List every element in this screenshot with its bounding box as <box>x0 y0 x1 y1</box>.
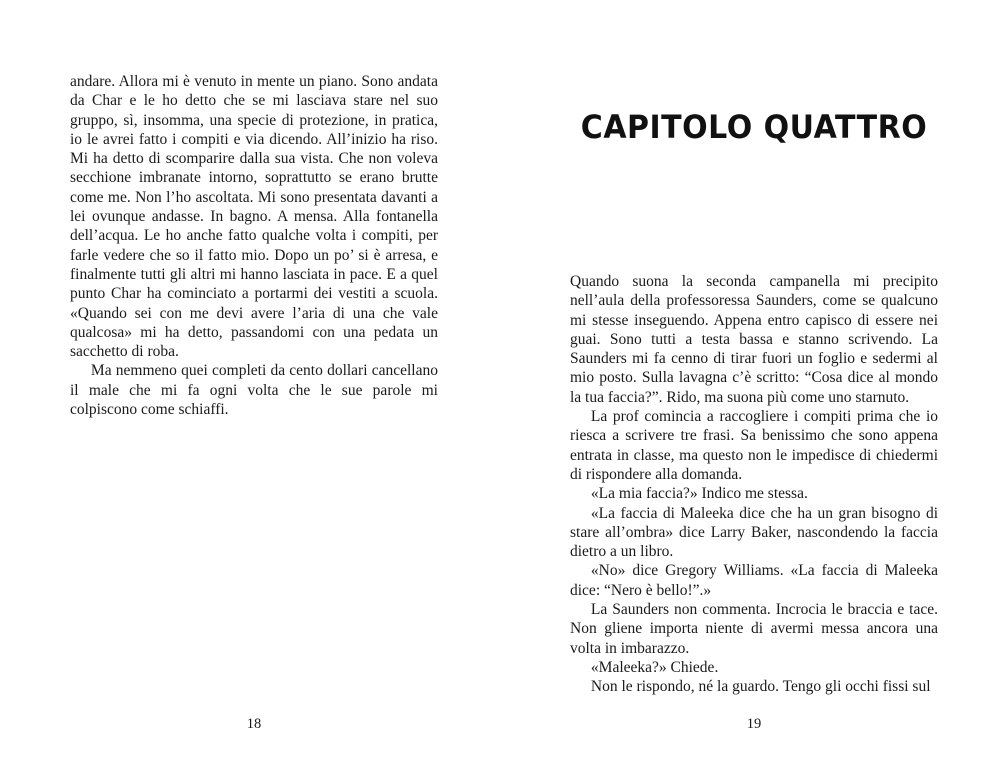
right-page-number: 19 <box>746 716 762 732</box>
right-page-body <box>570 272 938 697</box>
chapter-title: CAPITOLO QUATTRO <box>580 108 928 147</box>
paragraph: andare. Allora mi è venuto in mente un piano. Sono andata da Char e le ho detto che se mi lasciava stare nel suo gruppo, sì, insomma, una specie di protezione, in pratica, io le avrei fatto i compiti e via dicendo. All’inizio ha riso. Mi ha detto di scomparire dalla sua vista. Che non voleva secchione imbranate intorno, soprattutto se erano brutte come me. Non l’ho ascoltata. Mi sono presentata davanti a lei ovunque andasse. In bagno. A mensa. Alla fontanella dell’acqua. Le ho anche fatto qualche volta i compiti, per farle vedere che so il fatto mio. Dopo un po’ si è arresa, e finalmente tutti gli altri mi hanno lasciata in pace. E a quel punto Char ha cominciato a portarmi dei vestiti a scuola. «Quando sei con me devi avere l’aria di una che vale qualcosa» mi ha detto, passandomi con una pedata un sacchetto di roba. <box>70 73 438 361</box>
paragraph: La prof comincia a raccogliere i compiti prima che io riesca a scrivere tre frasi. Sa benissimo che sono appena entrata in classe, ma questo non le impedisce di chiedermi di rispondere alla domanda. <box>570 408 938 483</box>
paragraph: Ma nemmeno quei completi da cento dollari cancellano il male che mi fa ogni volta che le sue parole mi colpiscono come schiaffi. <box>70 362 438 419</box>
paragraph: Quando suona la seconda campanella mi precipito nell’aula della professoressa Saunders, come se qualcuno mi stesse inseguendo. Appena entro capisco di essere nei guai. Sono tutti a testa bassa e stanno scrivendo. La Saunders mi fa cenno di tirar fuori un foglio e sedermi al mio posto. Sulla lavagna c’è scritto: “Cosa dice al mondo la tua faccia?”. Rido, ma suona più come uno starnuto. <box>570 273 938 406</box>
paragraph: «No» dice Gregory Williams. «La faccia di Maleeka dice: “Nero è bello!”.» <box>570 562 938 599</box>
paragraph: «La faccia di Maleeka dice che ha un gran bisogno di stare all’ombra» dice Larry Baker, nascondendo la faccia dietro a un libro. <box>570 504 938 561</box>
paragraph: Non le rispondo, né la guardo. Tengo gli occhi fissi sul <box>590 678 931 696</box>
paragraph: «Maleeka?» Chiede. <box>590 658 719 676</box>
paragraph: La Saunders non commenta. Incrocia le braccia e tace. Non gliene importa niente di avermi messa ancora una volta in imbarazzo. <box>570 601 938 657</box>
left-page-number: 18 <box>246 716 262 732</box>
paragraph: «La mia faccia?» Indico me stessa. <box>590 485 808 503</box>
left-page-body <box>70 72 438 419</box>
